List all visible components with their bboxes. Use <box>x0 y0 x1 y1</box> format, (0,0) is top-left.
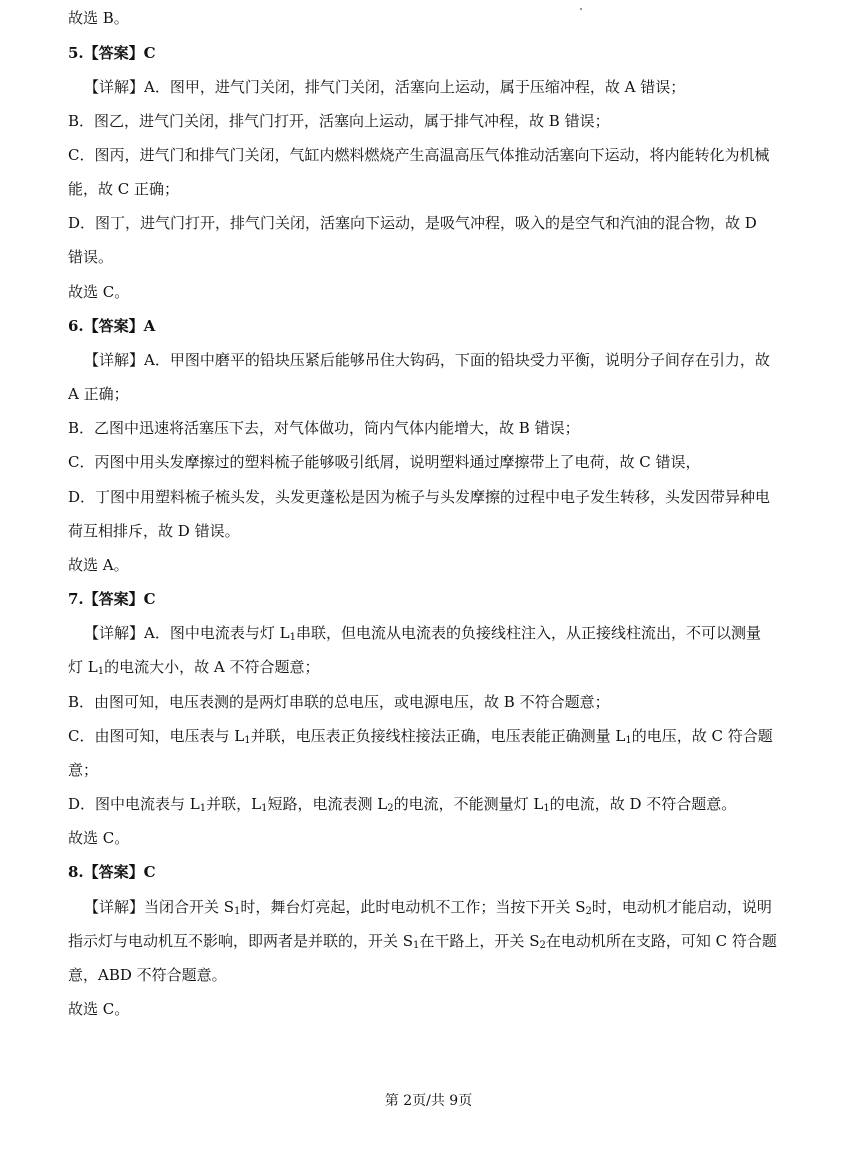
answer-heading-6: 6.【答案】A <box>68 317 156 335</box>
page-footer: 第 2页/共 9页 <box>384 1093 473 1109</box>
text-line: C．由图可知，电压表与 $L_1$并联，电压表正负接线柱接法正确，电压表能正确测量 $L_1$的电压，故 C 符合题 <box>68 727 773 746</box>
text-line: 故选 C。 <box>68 829 130 847</box>
text-line: B．图乙，进气门关闭，排气门打开，活塞向上运动，属于排气冲程，故 B 错误； <box>68 112 610 130</box>
text-line: A 正确； <box>68 385 129 403</box>
text-line: B．乙图中迅速将活塞压下去，对气体做功，筒内气体内能增大，故 B 错误； <box>68 419 580 437</box>
text-line: 【详解】A．图甲，进气门关闭，排气门关闭，活塞向上运动，属于压缩冲程，故 A 错误； <box>84 78 686 96</box>
text-line: D．丁图中用塑料梳子梳头发，头发更蓬松是因为梳子与头发摩擦的过程中电子发生转移，头发因带异种电 <box>68 488 771 506</box>
text-line: 荷互相排斥，故 D 错误。 <box>68 522 240 540</box>
text-line: 能，故 C 正确； <box>68 180 180 198</box>
text-line: C．丙图中用头发摩擦过的塑料梳子能够吸引纸屑，说明塑料通过摩擦带上了电荷，故 C 错误， <box>68 453 701 471</box>
text-line: 【详解】当闭合开关 $S_1$时，舞台灯亮起，此时电动机不工作；当按下开关 $S_2$时，电动机才能启动，说明 <box>84 898 772 917</box>
text-line: D．图丁，进气门打开，排气门关闭，活塞向下运动，是吸气冲程，吸入的是空气和汽油的混合物，故 D <box>68 214 757 232</box>
text-line: 【详解】A．甲图中磨平的铅块压紧后能够吊住大钩码，下面的铅块受力平衡，说明分子间存在引力，故 <box>84 351 770 369</box>
text-line: 错误。 <box>68 248 114 266</box>
text-line: 故选 C。 <box>68 283 130 301</box>
text-line: C．图丙，进气门和排气门关闭，气缸内燃料燃烧产生高温高压气体推动活塞向下运动，将内能转化为机械 <box>68 146 770 164</box>
text-line: 故选 A。 <box>68 556 129 574</box>
text-line: 意； <box>68 761 99 779</box>
text-line: 故选 C。 <box>68 1000 130 1018</box>
text-line: 故选 B。 <box>68 9 129 27</box>
text-line: 【详解】A．图中电流表与灯 $L_1$串联，但电流从电流表的负接线柱注入，从正接线柱流出，不可以测量 <box>84 624 761 643</box>
answer-heading-8: 8.【答案】C <box>68 863 156 881</box>
text-line: 灯 $L_1$的电流大小，故 A 不符合题意； <box>68 658 320 677</box>
answer-heading-7: 7.【答案】C <box>68 590 156 608</box>
text-line: B．由图可知，电压表测的是两灯串联的总电压，或电源电压，故 B 不符合题意； <box>68 693 610 711</box>
text-line: 指示灯与电动机互不影响，即两者是并联的，开关 $S_1$在干路上，开关 $S_2$在电动机所在支路，可知 C 符合题 <box>68 932 777 951</box>
text-line: D．图中电流表与 $L_1$并联，$L_1$短路，电流表测 $L_2$的电流，不能测量灯 $L_1$的电流，故 D 不符合题意。 <box>68 795 737 814</box>
answer-heading-5: 5.【答案】C <box>68 44 156 62</box>
text-line: 意，ABD 不符合题意。 <box>68 966 227 984</box>
